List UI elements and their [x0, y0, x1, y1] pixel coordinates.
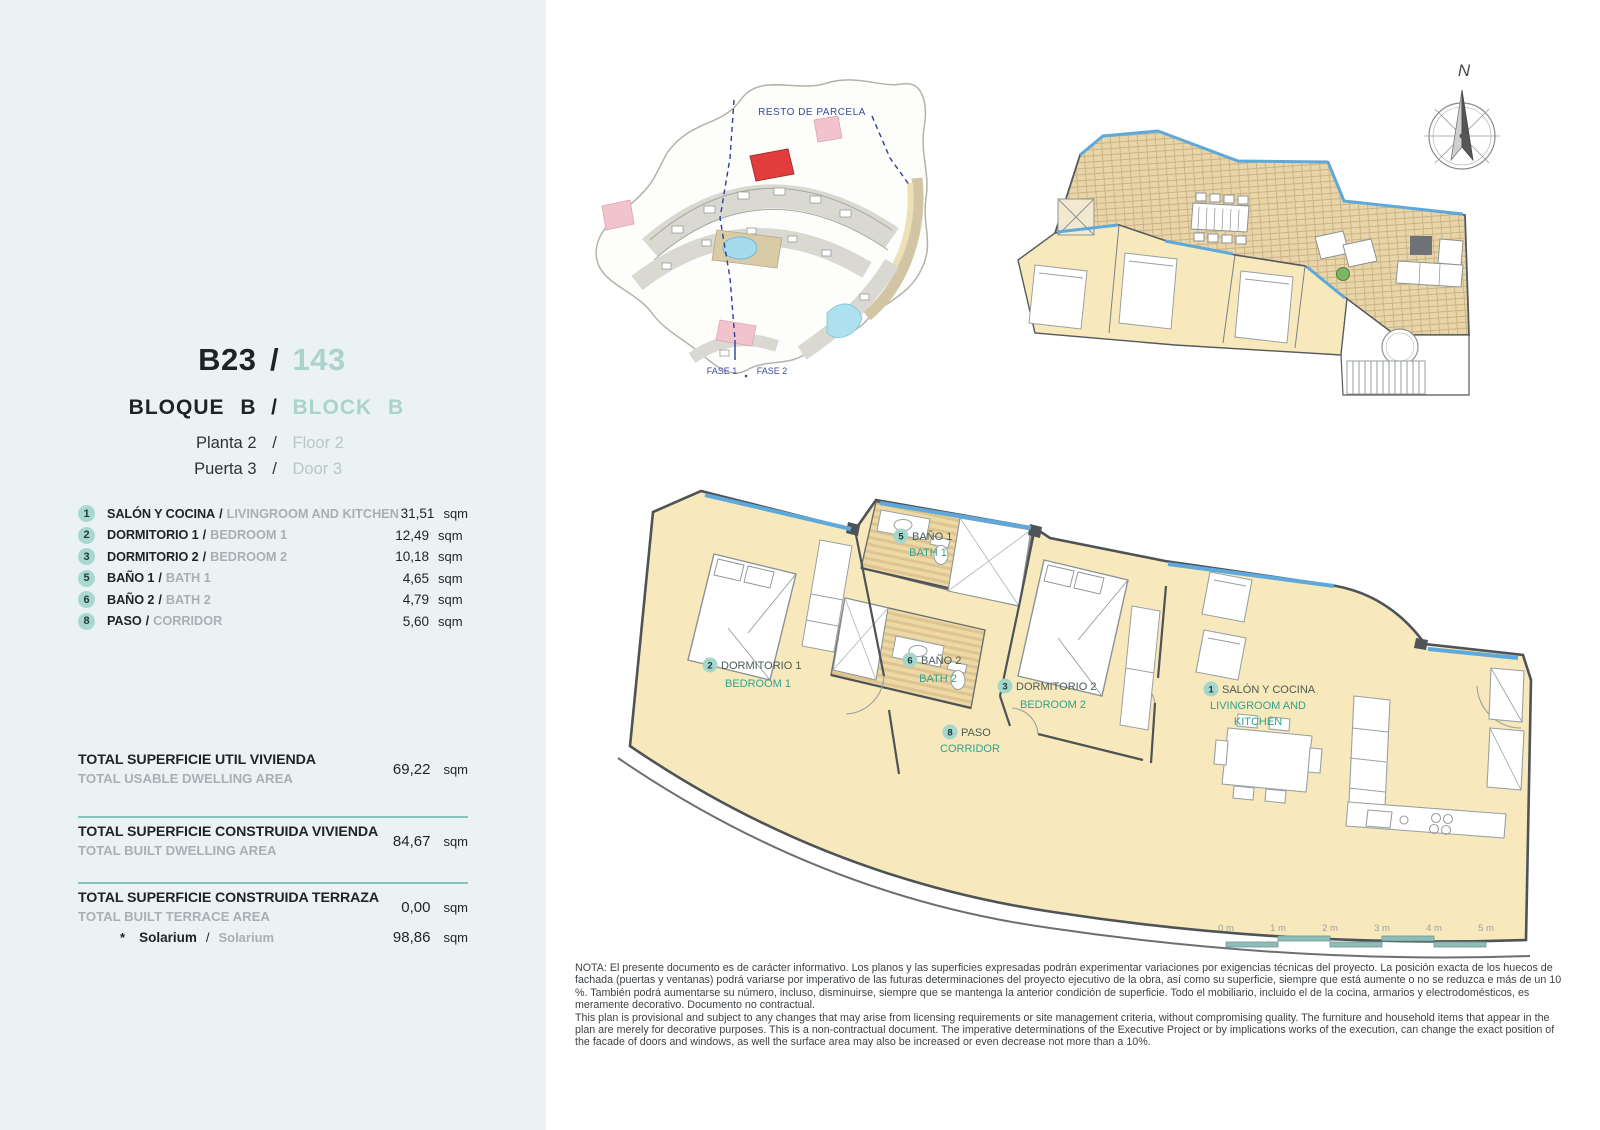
separator: /: [158, 592, 162, 607]
block-row: [52, 396, 497, 420]
badge-bedroom2: 3: [1002, 681, 1008, 693]
total-value: 0,00: [401, 898, 431, 916]
phase-dot: [745, 375, 748, 378]
room-number-badge: 2: [78, 527, 95, 544]
compass-center: [1460, 134, 1465, 139]
unit-code: B23: [198, 342, 257, 377]
separator: /: [202, 549, 207, 564]
separator: /: [202, 528, 207, 543]
badge-bedroom1: 2: [707, 660, 713, 672]
room-name-es: DORMITORIO 1: [107, 528, 199, 543]
solarium-unit: sqm: [443, 930, 468, 945]
asterisk: *: [120, 930, 126, 945]
separator: /: [272, 460, 277, 478]
room-name-en: BEDROOM 2: [210, 549, 287, 564]
pool: [723, 237, 757, 259]
room-number-badge: 6: [78, 591, 95, 608]
resto-de-parcela-label: RESTO DE PARCELA: [758, 107, 866, 118]
disclaimer-note: [575, 962, 1565, 1049]
site-plan: [572, 58, 942, 398]
room-number-badge: 5: [78, 570, 95, 587]
separator: /: [145, 614, 150, 629]
room-name-es: BAÑO 2: [107, 592, 155, 607]
floor-en: Floor 2: [292, 434, 344, 452]
block-en: BLOCK B: [292, 396, 405, 419]
svg-text:0 m: 0 m: [1218, 923, 1234, 934]
total-label-en: TOTAL BUILT TERRACE AREA: [78, 909, 270, 924]
total-value: 84,67: [392, 832, 431, 850]
total-value: 69,22: [392, 760, 431, 778]
room-area: 12,49: [395, 527, 429, 543]
separator: /: [269, 342, 280, 377]
solarium-row: [78, 929, 468, 946]
list-item: [78, 525, 468, 547]
room-unit: sqm: [443, 506, 468, 522]
total-unit: sqm: [443, 761, 468, 777]
block-es: BLOQUE B: [128, 396, 257, 419]
stairs: [1347, 361, 1425, 394]
scale-steps: [1226, 936, 1486, 947]
list-item: [78, 611, 468, 633]
label-bedroom1-es: DORMITORIO 1: [721, 660, 802, 672]
room-area: 31,51: [400, 506, 435, 522]
label-bedroom1-en: BEDROOM 1: [724, 678, 792, 690]
plant: [1337, 268, 1350, 281]
svg-text:5 m: 5 m: [1478, 923, 1494, 934]
total-label-es: TOTAL SUPERFICIE CONSTRUIDA VIVIENDA: [78, 824, 379, 840]
door-es: Puerta 3: [194, 460, 257, 478]
unit-title-block: [52, 342, 497, 486]
room-unit: sqm: [438, 527, 463, 543]
label-bath1-es: BAÑO 1: [912, 531, 953, 543]
main-floor-plan: [598, 428, 1543, 968]
label-bath2-es: BAÑO 2: [921, 655, 962, 667]
note-en: This plan is provisional and subject to any changes that may arise from licensing requirements or site management criteria, without compromising quality. The furniture and household items that appear in the plan are merely for decorative purposes. This is a non-contractual document. The imperative determinations of the Executive Project or by implications works of the execution, can change the exact position of the facade of doors and windows, as well the surface area may also be increased or even decrease not more than a 10%.: [575, 1011, 1555, 1049]
pink-zone: [814, 116, 842, 142]
floor-es: Planta 2: [195, 434, 257, 452]
room-area: 4,65: [402, 570, 429, 586]
list-item: [78, 589, 468, 611]
total-label-es: TOTAL SUPERFICIE CONSTRUIDA TERRAZA: [78, 890, 380, 906]
total-unit: sqm: [443, 833, 468, 849]
room-name-es: PASO: [107, 614, 142, 629]
shower-1: [948, 518, 1031, 606]
label-bath2-en: BATH 2: [919, 673, 957, 685]
room-name-es: BAÑO 1: [107, 571, 155, 586]
separator: /: [271, 396, 278, 419]
label-bedroom2-en: BEDROOM 2: [1019, 699, 1087, 711]
room-area-list: [78, 503, 468, 632]
total-label-en: TOTAL USABLE DWELLING AREA: [78, 771, 293, 786]
room-name-es: SALÓN Y COCINA: [107, 506, 216, 521]
badge-corridor: 8: [947, 727, 953, 739]
room-number-badge: 1: [78, 505, 95, 522]
unit-code-alt: 143: [292, 342, 346, 377]
divider: [78, 816, 468, 818]
svg-text:4 m: 4 m: [1426, 923, 1442, 934]
svg-text:1 m: 1 m: [1270, 923, 1286, 934]
label-livingroom-es: SALÓN Y COCINA: [1222, 684, 1316, 696]
room-name-en: BATH 2: [165, 592, 211, 607]
list-item: [78, 568, 468, 590]
room-unit: sqm: [438, 592, 463, 608]
room-area: 4,79: [402, 592, 429, 608]
floor-row: [52, 434, 497, 453]
room-unit: sqm: [438, 613, 463, 629]
svg-text:3 m: 3 m: [1374, 923, 1390, 934]
divider: [78, 882, 468, 884]
label-corridor-en: CORRIDOR: [940, 743, 1000, 755]
label-livingroom-en2: KITCHEN: [1233, 716, 1283, 728]
fase1-label: FASE 1: [706, 366, 738, 376]
separator: /: [272, 434, 277, 452]
total-built-area: [78, 824, 468, 858]
apartment-outline: [630, 491, 1531, 941]
north-label: N: [1457, 61, 1471, 80]
total-label-es: TOTAL SUPERFICIE UTIL VIVIENDA: [78, 752, 316, 768]
solarium-label-es: Solarium: [139, 930, 197, 945]
list-item: [78, 503, 468, 525]
room-area: 10,18: [395, 549, 429, 565]
solarium-value: 98,86: [392, 929, 431, 946]
left-info-panel: [0, 0, 546, 1130]
room-name-es: DORMITORIO 2: [107, 549, 199, 564]
round-tub: [1382, 329, 1418, 365]
tv-unit: [1410, 236, 1432, 255]
badge-bath1: 5: [898, 531, 904, 543]
total-usable-area: [78, 752, 468, 786]
room-name-en: LIVINGROOM AND KITCHEN: [226, 506, 399, 521]
total-unit: sqm: [443, 899, 468, 915]
north-arrow-icon: [1451, 90, 1462, 160]
room-area: 5,60: [402, 613, 429, 629]
separator: /: [158, 571, 162, 586]
list-item: [78, 546, 468, 568]
door-row: [52, 460, 497, 479]
room-name-en: CORRIDOR: [153, 614, 223, 629]
label-bath1-en: BATH 1: [909, 547, 947, 559]
north-arrow-dark: [1462, 90, 1473, 160]
label-bedroom2-es: DORMITORIO 2: [1016, 681, 1097, 693]
room-unit: sqm: [438, 549, 463, 565]
svg-text:2 m: 2 m: [1322, 923, 1338, 934]
note-es: NOTA: El presente documento es de carácter informativo. Los planos y las superficies expresadas podrán experimentar variaciones por exigencias técnicas del proyecto. La posición exacta de los huecos de fachada (puertas y ventanas) podrá variarse por imperativo de las futuras determinaciones del proyecto ejecutivo de la obra, así como su superficie, siempre que está aumente o no se reduzca e más de un 10 %. También podrá aumentarse su número, incluso, disminuirse, siempre que se mantenga la anterior condición de superficie. Todo el mobiliario, incluido el de la cocina, armarios y electrodomésticos, es meramente decorativo. Documento no contractual.: [575, 962, 1562, 1012]
fase2-label: FASE 2: [756, 366, 788, 376]
unit-code-row: [52, 342, 497, 378]
separator: /: [219, 506, 223, 521]
compass-icon: [1398, 52, 1522, 184]
door-en: Door 3: [292, 460, 343, 478]
scale-bar: [1212, 918, 1518, 960]
badge-livingroom: 1: [1208, 684, 1214, 696]
solarium-label-en: Solarium: [218, 930, 275, 945]
room-number-badge: 8: [78, 613, 95, 630]
room-unit: sqm: [438, 570, 463, 586]
scale-labels: [1218, 923, 1494, 934]
total-terrace-area: [78, 890, 468, 924]
room-name-en: BATH 1: [165, 571, 211, 586]
room-name-en: BEDROOM 1: [210, 528, 287, 543]
water-feature: [827, 304, 862, 338]
label-corridor-es: PASO: [961, 727, 991, 739]
room-number-badge: 3: [78, 548, 95, 565]
label-livingroom-en1: LIVINGROOM AND: [1210, 700, 1306, 712]
total-label-en: TOTAL BUILT DWELLING AREA: [78, 843, 277, 858]
separator: /: [205, 930, 210, 945]
badge-bath2: 6: [907, 655, 913, 667]
